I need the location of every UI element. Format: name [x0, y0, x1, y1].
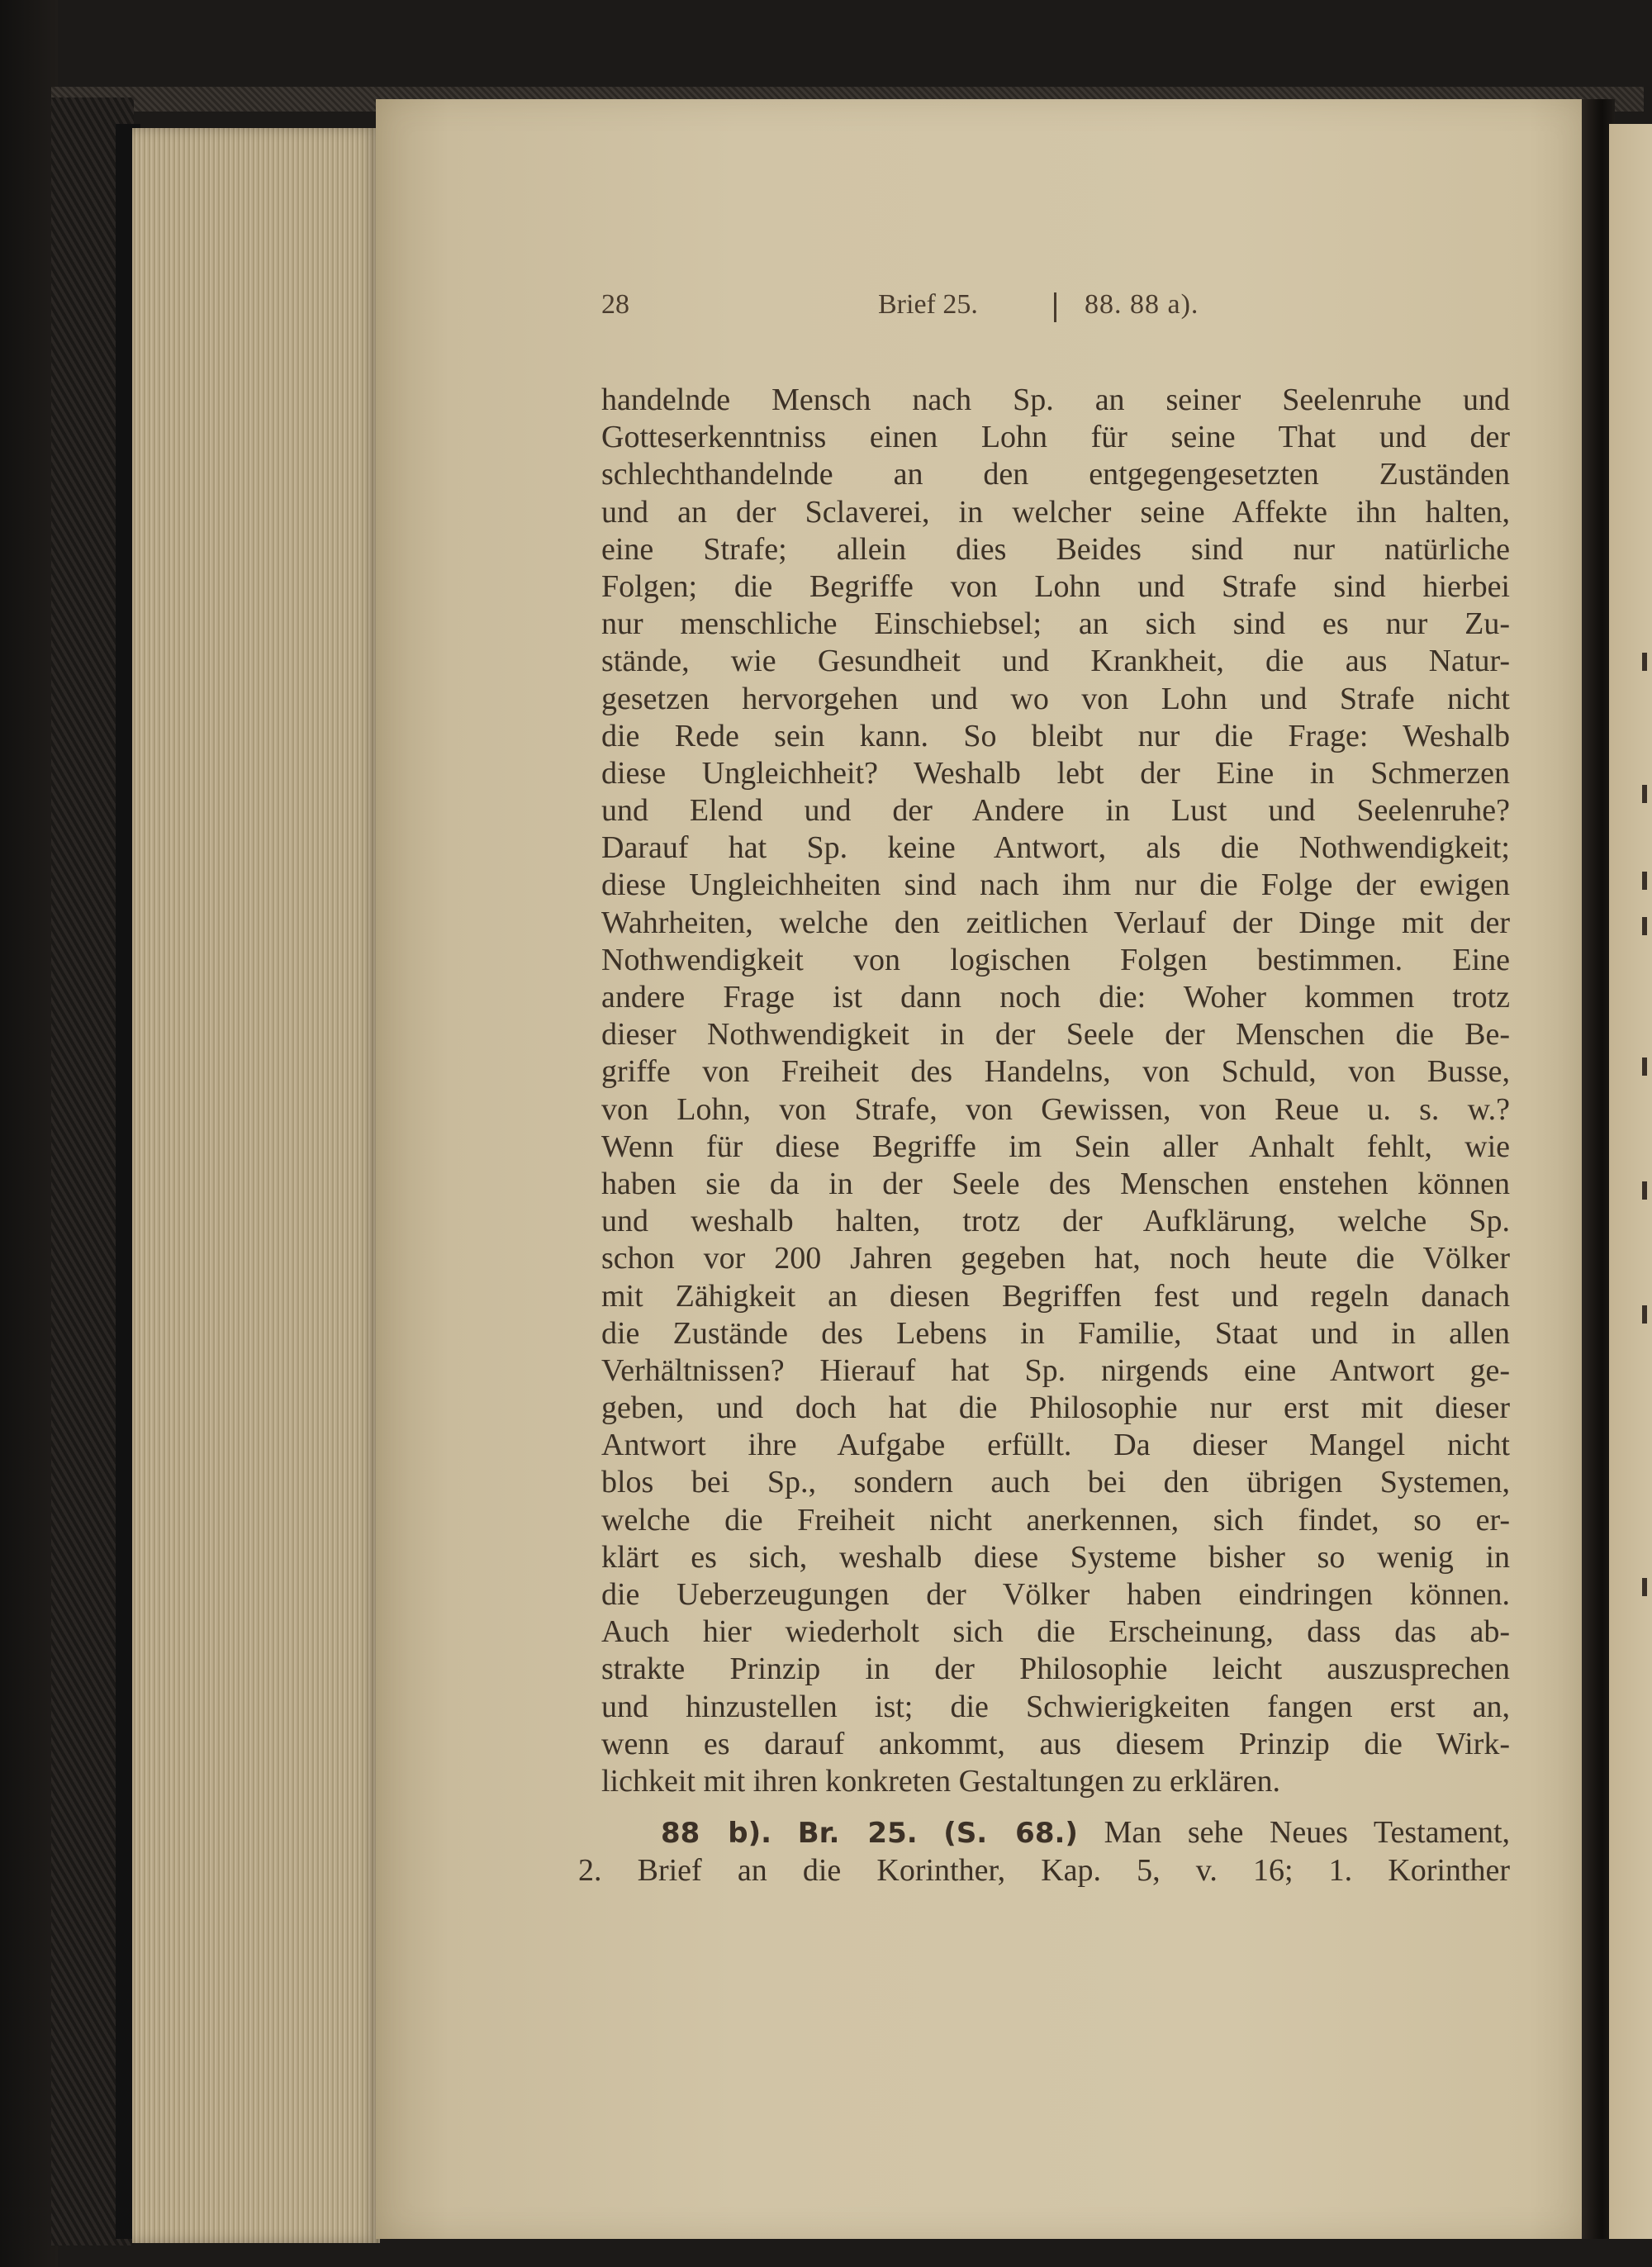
text-line: die Zustände des Lebens in Familie, Staat und in allen [601, 1315, 1510, 1351]
facing-page-edge [1609, 124, 1652, 2239]
footnote-line [578, 1813, 1510, 1851]
text-line: mit Zähigkeit an diesen Begriffen fest und regeln danach [601, 1278, 1510, 1314]
text-line: Folgen; die Begriffe von Lohn und Strafe sind hierbei [601, 568, 1510, 604]
text-line: Wenn für diese Begriffe im Sein aller Anhalt fehlt, wie [601, 1129, 1510, 1164]
text-line: von Lohn, von Strafe, von Gewissen, von Reue u. s. w.? [601, 1091, 1510, 1127]
note-reference: 88. 88 a). [1085, 289, 1199, 320]
footnote [578, 1813, 1510, 1889]
text-line: Antwort ihre Aufgabe erfüllt. Da dieser Mangel nicht [601, 1428, 1510, 1463]
text-line: dieser Nothwendigkeit in der Seele der Menschen die Be- [601, 1017, 1510, 1053]
text-line: die Rede sein kann. So bleibt nur die Frage: Weshalb [601, 718, 1510, 753]
footnote-text: Man sehe Neues Testament, [1104, 1815, 1511, 1850]
text-line: geben, und doch hat die Philosophie nur erst mit dieser [601, 1390, 1510, 1426]
text-line: und Elend und der Andere in Lust und Seelenruhe? [601, 793, 1510, 829]
text-line: welche die Freiheit nicht anerkennen, sich findet, so er- [601, 1502, 1510, 1537]
background-left [0, 0, 58, 2267]
footnote-line: 2. Brief an die Korinther, Kap. 5, v. 16; 1. Korinther [578, 1853, 1510, 1888]
text-line: strakte Prinzip in der Philosophie leicht auszusprechen [601, 1652, 1510, 1687]
text-line: stände, wie Gesundheit und Krankheit, die aus Natur- [601, 644, 1510, 679]
text-line: Darauf hat Sp. keine Antwort, als die Nothwendigkeit; [601, 830, 1510, 866]
page-number: 28 [601, 289, 629, 320]
text-line: Wahrheiten, welche den zeitlichen Verlauf der Dinge mit der [601, 905, 1510, 940]
text-line: eine Strafe; allein dies Beides sind nur natürliche [601, 531, 1510, 567]
text-line: gesetzen hervorgehen und wo von Lohn und Strafe nicht [601, 681, 1510, 716]
footnote-page-ref: (S. 68.) [943, 1817, 1078, 1850]
text-line: Nothwendigkeit von logischen Folgen bestimmen. Eine [601, 942, 1510, 977]
text-line: klärt es sich, weshalb diese Systeme bisher so wenig in [601, 1539, 1510, 1575]
text-line: und weshalb halten, trotz der Aufklärung, welche Sp. [601, 1204, 1510, 1239]
text-line: diese Ungleichheit? Weshalb lebt der Eine in Schmerzen [601, 755, 1510, 791]
text-line: haben sie da in der Seele des Menschen enstehen können [601, 1166, 1510, 1201]
text-line: und hinzustellen ist; die Schwierigkeiten fangen erst an, [601, 1689, 1510, 1724]
text-line: Verhältnissen? Hierauf hat Sp. nirgends eine Antwort ge- [601, 1352, 1510, 1388]
page-edges-stack [132, 128, 380, 2243]
text-line: Gotteserkenntniss einen Lohn für seine That und der [601, 420, 1510, 455]
text-line: und an der Sclaverei, in welcher seine Affekte ihn halten, [601, 494, 1510, 530]
text-line: die Ueberzeugungen der Völker haben eindringen können. [601, 1577, 1510, 1612]
text-line: schlechthandelnde an den entgegengesetzten Zuständen [601, 457, 1510, 492]
body-text [601, 382, 1510, 1800]
text-line: diese Ungleichheiten sind nach ihm nur die Folge der ewigen [601, 867, 1510, 903]
text-line: wenn es darauf ankommt, aus diesem Prinzip die Wirk- [601, 1726, 1510, 1761]
footnote-letter-ref: Br. 25. [797, 1817, 918, 1850]
text-line: lichkeit mit ihren konkreten Gestaltungen zu erklären. [601, 1763, 1280, 1799]
text-line: schon vor 200 Jahren gegeben hat, noch heute die Völker [601, 1241, 1510, 1276]
header-divider [1054, 292, 1056, 322]
running-header [601, 289, 1510, 339]
text-line: andere Frage ist dann noch die: Woher kommen trotz [601, 980, 1510, 1015]
footnote-label: 88 b). [661, 1817, 772, 1850]
letter-reference: Brief 25. [878, 289, 978, 320]
text-line: griffe von Freiheit des Handelns, von Schuld, von Busse, [601, 1054, 1510, 1090]
text-line: blos bei Sp., sondern auch bei den übrigen Systemen, [601, 1465, 1510, 1500]
text-line: Auch hier wiederholt sich die Erscheinung, dass das ab- [601, 1614, 1510, 1650]
text-line: handelnde Mensch nach Sp. an seiner Seelenruhe und [601, 383, 1510, 417]
text-line: nur menschliche Einschiebsel; an sich sind es nur Zu- [601, 606, 1510, 642]
